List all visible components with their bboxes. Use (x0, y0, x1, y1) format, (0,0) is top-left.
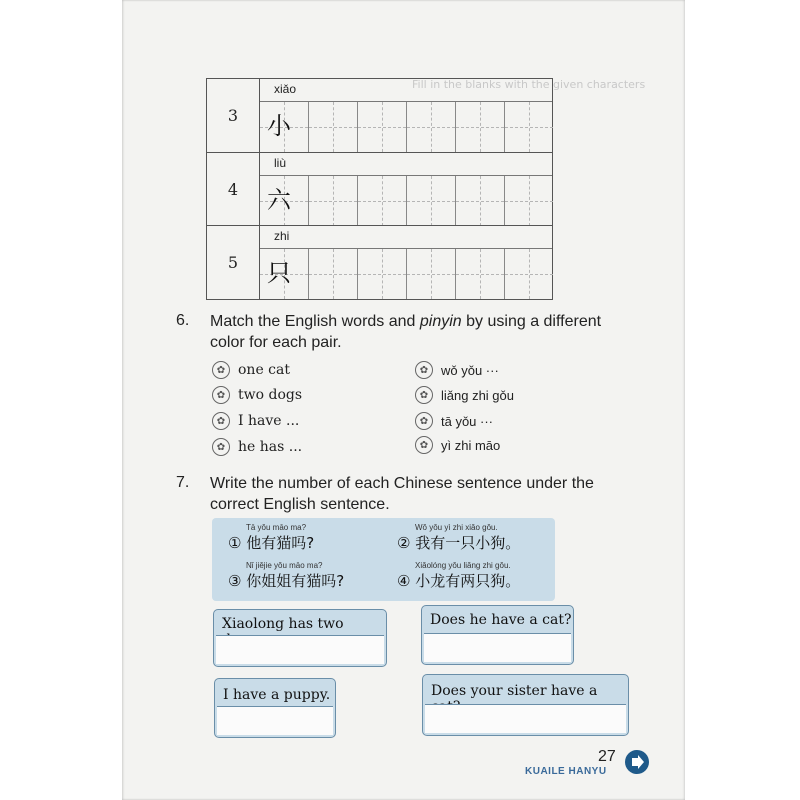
writing-cell[interactable] (407, 249, 456, 299)
answer-slot[interactable] (424, 633, 571, 662)
question-number: 7. (176, 474, 190, 491)
writing-cell[interactable] (505, 249, 553, 299)
answer-slot[interactable] (217, 706, 333, 735)
question-number: 6. (176, 312, 190, 329)
match-english-item[interactable]: ✿ he has ... (212, 438, 302, 456)
row-pinyin: zhi (274, 229, 290, 243)
row-pinyin: liù (274, 156, 287, 170)
writing-cell[interactable] (358, 249, 407, 299)
match-english-item[interactable]: ✿ one cat (212, 361, 290, 379)
question-7-text: Write the number of each Chinese sentence under the correct English sentence. (210, 475, 594, 513)
writing-cell[interactable] (260, 102, 309, 152)
flower-bullet-icon: ✿ (415, 436, 433, 454)
writing-cell[interactable] (309, 102, 358, 152)
chinese-sentence: Tā yǒu māo ma? ① 他有猫吗? (228, 523, 315, 552)
card-label: Xiaolong has two (222, 616, 344, 632)
next-arrow-icon (625, 750, 649, 774)
answer-card (422, 674, 629, 736)
writing-cell[interactable] (260, 249, 309, 299)
card-label: I have a puppy. (223, 687, 331, 703)
page-number: 27 (598, 748, 616, 765)
row-hanzi: 只 (267, 259, 291, 287)
answer-card (213, 609, 387, 667)
chinese-sentence: Xiǎolóng yǒu liǎng zhi gǒu. ④ 小龙有两只狗。 (397, 561, 521, 590)
book-brand: KUAILE HANYU (525, 766, 607, 777)
writing-cell[interactable] (309, 249, 358, 299)
match-pinyin-item[interactable]: ✿ wǒ yǒu ··· (415, 361, 499, 379)
answer-slot[interactable] (216, 635, 384, 664)
flower-bullet-icon: ✿ (212, 438, 230, 456)
answer-slot[interactable] (425, 704, 626, 733)
writing-cell[interactable] (505, 176, 553, 226)
writing-cell[interactable] (260, 176, 309, 226)
match-pinyin-item[interactable]: ✿ liǎng zhi gǒu (415, 386, 514, 404)
chinese-sentence: Wǒ yǒu yì zhi xiǎo gǒu. ② 我有一只小狗。 (397, 523, 521, 552)
row-hanzi: 六 (267, 186, 291, 214)
flower-bullet-icon: ✿ (212, 386, 230, 404)
chinese-sentence: Nǐ jiějie yǒu māo ma? ③ 你姐姐有猫吗? (228, 561, 345, 590)
flower-bullet-icon: ✿ (415, 386, 433, 404)
answer-card (214, 678, 336, 738)
writing-cell[interactable] (407, 176, 456, 226)
grid-row (207, 225, 552, 299)
flower-bullet-icon: ✿ (415, 361, 433, 379)
match-english-item[interactable]: ✿ two dogs (212, 386, 302, 404)
writing-cell[interactable] (358, 102, 407, 152)
card-label: Does your sister have a (431, 683, 598, 699)
writing-cell[interactable] (309, 176, 358, 226)
row-number: 3 (207, 79, 260, 152)
bleed-through-text: Fill in the blanks with the given characters (412, 78, 646, 91)
match-pinyin-item[interactable]: ✿ yì zhi māo (415, 436, 500, 454)
row-pinyin: xiǎo (274, 82, 297, 96)
match-english-item[interactable]: ✿ I have ... (212, 412, 299, 430)
writing-cell[interactable] (456, 249, 505, 299)
answer-card (421, 605, 574, 665)
writing-cell[interactable] (505, 102, 553, 152)
row-number: 5 (207, 226, 260, 299)
flower-bullet-icon: ✿ (415, 412, 433, 430)
row-hanzi: 小 (267, 112, 291, 140)
match-pinyin-item[interactable]: ✿ tā yǒu ··· (415, 412, 493, 430)
writing-cell[interactable] (456, 176, 505, 226)
writing-cell[interactable] (358, 176, 407, 226)
flower-bullet-icon: ✿ (212, 412, 230, 430)
grid-row (207, 152, 552, 226)
writing-cell[interactable] (456, 102, 505, 152)
card-label: Does he have a cat? (430, 612, 572, 628)
flower-bullet-icon: ✿ (212, 361, 230, 379)
writing-grid (206, 78, 553, 300)
question-6-text: Match the English words and pinyin by using a different color for each pair. (210, 313, 602, 351)
writing-cell[interactable] (407, 102, 456, 152)
row-number: 4 (207, 153, 260, 226)
